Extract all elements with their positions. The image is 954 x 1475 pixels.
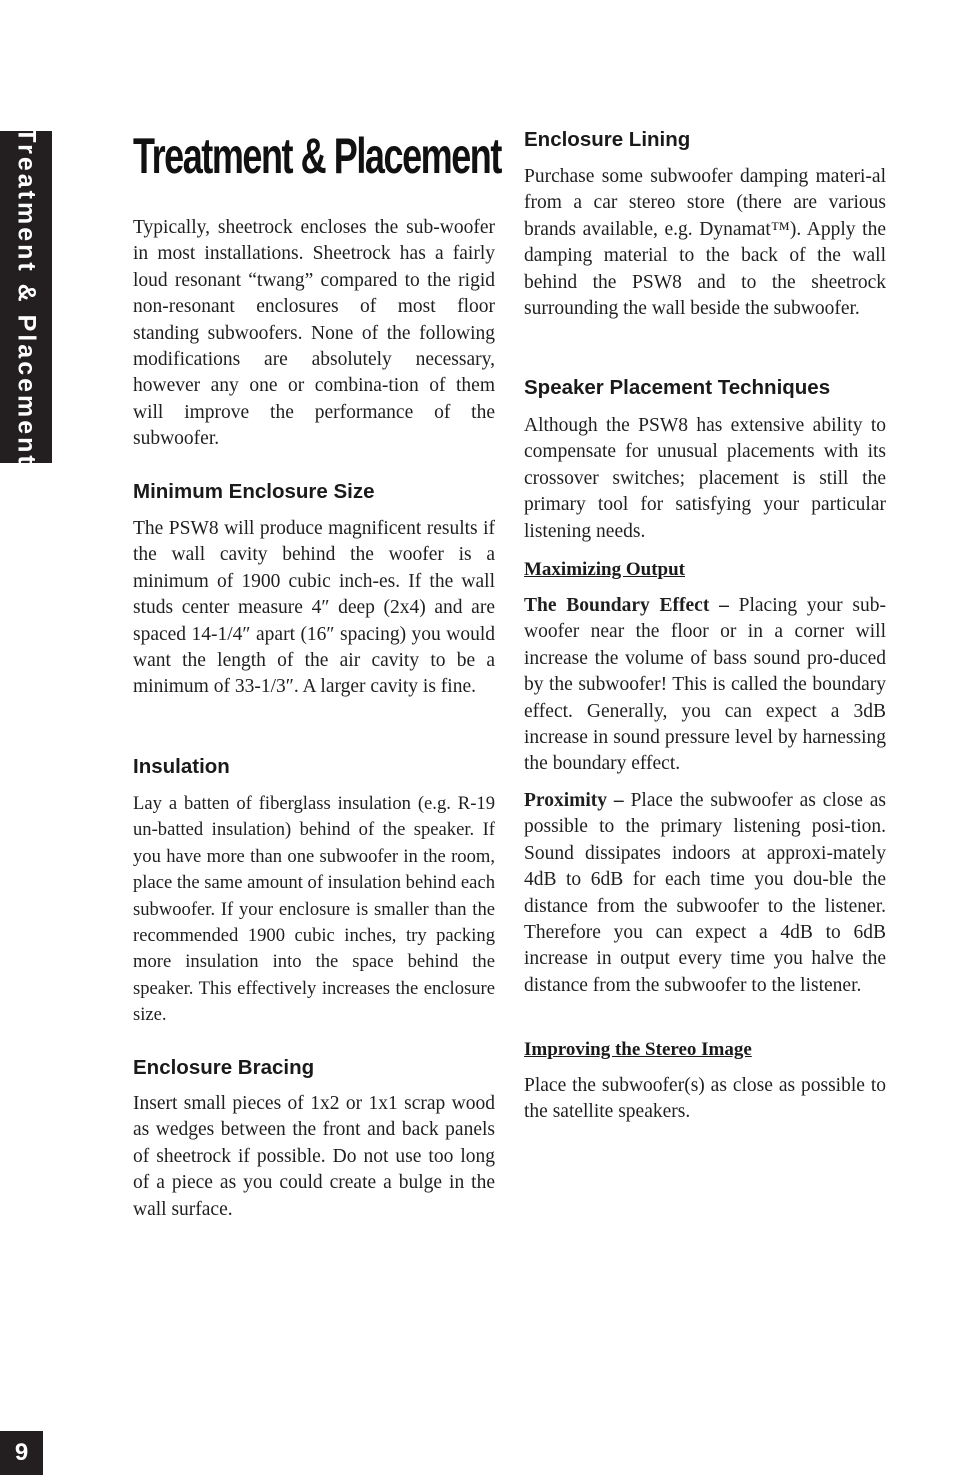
- heading-insulation: Insulation: [133, 755, 230, 778]
- heading-minimum-enclosure-size: Minimum Enclosure Size: [133, 480, 375, 503]
- proximity-body: Place the subwoofer as close as possible to the primary listening posi-tion. Sound dissipates indoors at approxi-mately 4dB to 6dB for each time you dou-ble the distance from the subwoofer to the listener. Therefore you can expect a 4dB to 6dB increase in output every time you halve the distance from the subwoofer to the listener.: [524, 790, 886, 996]
- paragraph-speaker-placement: Although the PSW8 has extensive ability to compensate for unusual placements with its crossover switches; placement is still the primary tool for satisfying your particular listening needs.: [524, 415, 886, 542]
- side-tab: [0, 127, 52, 467]
- subheading-maximizing-output: Maximizing Output: [524, 559, 685, 580]
- paragraph-enclosure-lining: Purchase some subwoofer damping materi-al from a car stereo store (there are various brands available, e.g. Dynamat™). Apply the damping material to the back of the wall behind the PSW8 and to the sheetrock surrounding the wall beside the subwoofer.: [524, 166, 886, 320]
- page-title: Treatment & Placement: [133, 128, 501, 184]
- paragraph-boundary-effect: [524, 593, 886, 778]
- subheading-improving-stereo-image: Improving the Stereo Image: [524, 1039, 752, 1060]
- paragraph-minimum-enclosure-size: The PSW8 will produce magnificent results if the wall cavity behind the woofer is a minimum of 1900 cubic inch-es. If the wall studs center measure 4″ deep (2x4) and are spaced 14-1/4″ apart (16″ spacing) you would want the length of the air cavity to be a minimum of 33-1/3″. A larger cavity is fine.: [133, 518, 495, 698]
- heading-enclosure-bracing: Enclosure Bracing: [133, 1056, 315, 1079]
- boundary-effect-body: Placing your sub-woofer near the floor or in a corner will increase the volume of bass sound pro-duced by the subwoofer! This is called the boundary effect. Generally, you can expect a 3dB increase in sound pressure level by harnessing the boundary effect.: [524, 595, 886, 775]
- side-tab-label: Treatment & Placement: [12, 127, 41, 467]
- paragraph-enclosure-bracing: Insert small pieces of 1x2 or 1x1 scrap wood as wedges between the front and back panels of sheetrock if possible. Do not use too long of a piece as you could create a bulge in the wall surface.: [133, 1093, 495, 1220]
- paragraph-proximity: [524, 788, 886, 999]
- page-number-box: [0, 1431, 43, 1475]
- page-number: 9: [14, 1439, 29, 1466]
- boundary-effect-lead: The Boundary Effect –: [524, 595, 729, 616]
- paragraph-improving-stereo-image: Place the subwoofer(s) as close as possible to the satellite speakers.: [524, 1075, 886, 1123]
- proximity-lead: Proximity –: [524, 790, 624, 811]
- heading-enclosure-lining: Enclosure Lining: [524, 128, 691, 151]
- paragraph-insulation: Lay a batten of fiberglass insulation (e.g. R-19 un-batted insulation) behind of the speaker. If you have more than one subwoofer in the room, place the same amount of insulation behind each subwoofer. If your enclosure is smaller than the recommended 1900 cubic inches, try packing more insulation into the space behind the speaker. This effectively increases the enclosure size.: [133, 793, 495, 1026]
- heading-speaker-placement: Speaker Placement Techniques: [524, 376, 831, 399]
- intro-paragraph: Typically, sheetrock encloses the sub-woofer in most installations. Sheetrock has a fairly loud resonant “twang” compared to the rigid non-resonant enclosures of most floor standing subwoofers. None of the following modifications are absolutely necessary, however any one or combina-tion of them will improve the performance of the subwoofer.: [133, 217, 495, 450]
